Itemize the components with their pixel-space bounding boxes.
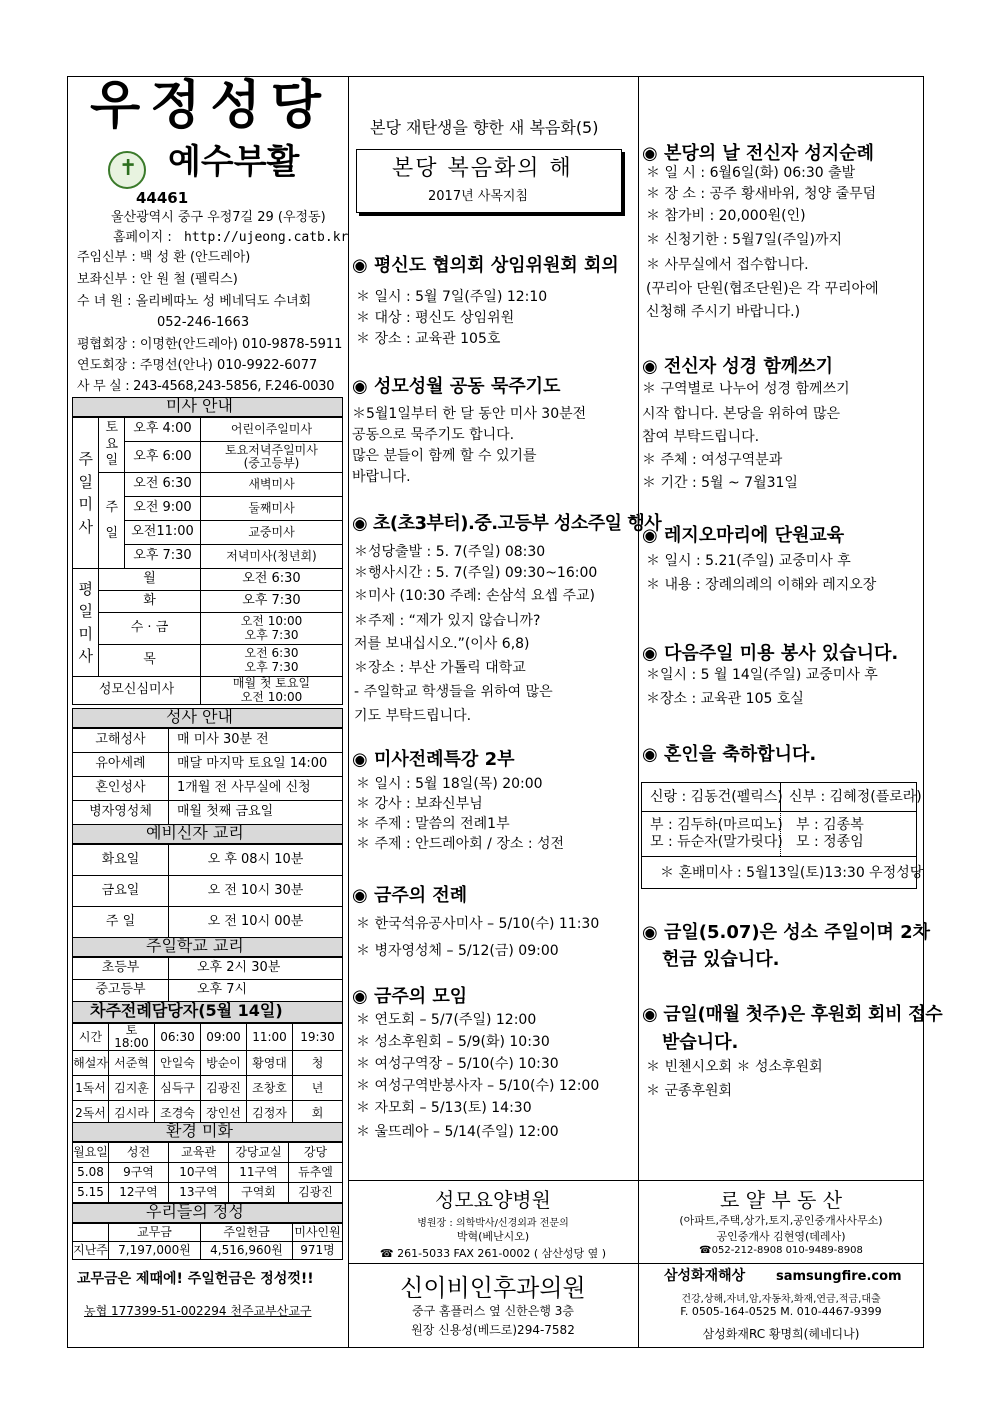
- duty-col-header: 시간: [73, 1024, 109, 1051]
- weekday-time-2: 오후 7:30: [244, 627, 299, 642]
- section-line: ＊ 내용 : 장례의례의 이해와 레지오장: [646, 577, 877, 593]
- section-line: ＊ 병자영성체 – 5/12(금) 09:00: [356, 943, 559, 959]
- offering-title: 우리들의 정성: [146, 1202, 244, 1221]
- section-line: ＊ 주제 : 말씀의 전례1부: [356, 816, 510, 832]
- sacrament-name: 고해성사: [73, 729, 169, 753]
- class-time: 오 후 08시 10분: [169, 845, 343, 876]
- section-line: 기도 부탁드립니다.: [354, 708, 472, 724]
- section-line: ＊ 성소후원회 – 5/9(화) 10:30: [356, 1034, 550, 1050]
- mass-time: 오전 6:30: [125, 473, 201, 497]
- ad-hospital-phone: ☎ 261-5033 FAX 261-0002 ( 삼산성당 옆 ): [379, 1247, 607, 1260]
- section-line: ＊ 여성구역반봉사자 – 5/10(수) 12:00: [356, 1078, 600, 1094]
- duty-col-header: 09:00: [201, 1024, 247, 1051]
- duty-cell: 서준혁: [109, 1051, 155, 1076]
- ad-realty-agent: 공인중개사 김현영(데레사): [716, 1230, 846, 1243]
- union-president: 연도회장 : 주명선(안나) 010-9922-6077: [77, 358, 318, 373]
- assistant-priest: 보좌신부 : 안 원 철 (펠릭스): [77, 272, 238, 287]
- duty-cell: 심득구: [155, 1076, 201, 1101]
- duty-cell: 장인선: [201, 1101, 247, 1126]
- catechumen-table: [72, 844, 343, 938]
- section-line: ＊ 울뜨레아 – 5/14(주일) 12:00: [356, 1124, 559, 1140]
- section-line: ＊ 대상 : 평신도 상임위원: [356, 310, 515, 326]
- env-cell: 듀추엘: [289, 1163, 343, 1183]
- parish-subtitle: 예수부활: [168, 142, 300, 182]
- class-time: 오 전 10시 30분: [169, 876, 343, 907]
- section-line: ＊ 한국석유공사미사 – 5/10(수) 11:30: [356, 916, 600, 932]
- mass-name: 저녁미사(청년회): [201, 545, 343, 569]
- mass-table: [72, 417, 343, 705]
- section-line: 시작 합니다. 본당을 위하여 많은: [642, 406, 841, 422]
- class-day: 화요일: [73, 845, 169, 876]
- duty-cell: 황영대: [247, 1051, 293, 1076]
- convent-phone: 052-246-1663: [157, 315, 250, 330]
- ad-ent-title: 신이비인후과의원: [400, 1274, 586, 1302]
- address: 울산광역시 중구 우정7길 29 (우정동): [111, 210, 326, 225]
- sacrament-info: 매달 마지막 토요일 14:00: [169, 753, 343, 777]
- duty-cell: 안일숙: [155, 1051, 201, 1076]
- mass-time: 오후 6:00: [125, 442, 201, 473]
- section-line: ＊ 사무실에서 접수합니다.: [646, 257, 809, 273]
- ad-hospital-director: 병원장 : 의학박사/신경외과 전문의: [417, 1218, 569, 1229]
- vocation-sunday-heading-2: 헌금 있습니다.: [662, 949, 780, 970]
- section-line: 많은 분들이 함께 할 수 있기를: [352, 448, 537, 464]
- sacrament-name: 유아세례: [73, 753, 169, 777]
- school-time: 오후 2시 30분: [169, 958, 343, 980]
- duty-cell: 년: [293, 1076, 343, 1101]
- office-phone: 사 무 실 : 243-4568,243-5856, F.246-0030: [77, 379, 335, 394]
- wedding-heading: ◉ 혼인을 축하합니다.: [642, 744, 817, 765]
- duty-cell: 청: [293, 1051, 343, 1076]
- mass-time: 오후 4:00: [125, 418, 201, 442]
- ad-divider: [348, 1180, 924, 1181]
- env-table: [72, 1142, 343, 1203]
- section-line: ＊ 빈첸시오회 ＊ 성소후원회: [646, 1059, 823, 1075]
- env-date: 5.15: [73, 1183, 109, 1203]
- mass-time: 오전 9:00: [125, 497, 201, 521]
- section-line: ＊주제 : “제가 있지 않습니까?: [354, 613, 541, 629]
- section-line: ＊ 일시 : 5월 7일(주일) 12:10: [356, 289, 548, 305]
- wedding-divider: [641, 856, 917, 857]
- vocation-event-heading: ◉ 초(초3부터).중.고등부 성소주일 행사: [352, 513, 662, 534]
- parish-logo-icon: [108, 151, 146, 189]
- duty-cell: 김시라: [109, 1101, 155, 1126]
- groom-father: 부 : 김두하(마르띠노): [650, 817, 783, 833]
- duty-col-header: 06:30: [155, 1024, 201, 1051]
- section-line: - 주일학교 학생들을 위하여 많은: [354, 684, 553, 700]
- env-col-header: 월요일: [73, 1143, 109, 1163]
- ad-divider: [638, 1263, 924, 1264]
- section-line: ＊ 여성구역장 – 5/10(수) 10:30: [356, 1056, 559, 1072]
- ad-realty-phone: ☎052-212-8908 010-9489-8908: [699, 1245, 863, 1256]
- offering-slogan: 교무금은 제때에! 주일헌금은 정성껏!!: [77, 1271, 314, 1287]
- sacrament-table: [72, 728, 343, 825]
- section-line: ＊ 주제 : 안드레아회 / 장소 : 성전: [356, 836, 565, 852]
- weekday-time: 오전 6:30: [244, 646, 299, 661]
- duty-cell: 조창호: [247, 1076, 293, 1101]
- class-time: 오 전 10시 00분: [169, 907, 343, 938]
- section-line: 공동으로 묵주기도 합니다.: [352, 427, 515, 443]
- section-line: ＊장소 : 부산 가톨릭 대학교: [354, 660, 526, 676]
- vocation-sunday-heading: ◉ 금일(5.07)은 성소 주일이며 2차: [642, 922, 931, 943]
- parish-title: 우정성당: [90, 75, 331, 136]
- section-line: 바랍니다.: [352, 469, 411, 485]
- ad-ent-address: 중구 홈플러스 옆 신한은행 3층: [412, 1304, 574, 1318]
- mass-name: 토요저녁주일미사: [225, 442, 318, 457]
- haircut-service-heading: ◉ 다음주일 미용 봉사 있습니다.: [642, 643, 899, 664]
- section-line: ＊일시 : 5 월 14일(주일) 교중미사 후: [646, 667, 878, 683]
- env-cell: 13구역: [169, 1183, 229, 1203]
- sacrament-name: 병자영성체: [73, 801, 169, 825]
- duty-cell: 김정자: [247, 1101, 293, 1126]
- weekday-time: 오전 6:30: [201, 569, 343, 591]
- offering-col-header: [73, 1224, 109, 1242]
- council-president: 평협회장 : 이명한(안드레아) 010-9878-5911: [77, 337, 343, 352]
- heart-mass-time: 매월 첫 토요일: [232, 676, 311, 691]
- offering-week: 지난주: [73, 1242, 109, 1260]
- weekday-time: 오후 7:30: [201, 591, 343, 613]
- duty-role: 2독서: [73, 1101, 109, 1126]
- sunday-label: 주일: [105, 499, 119, 541]
- wedding-divider: [641, 811, 917, 812]
- section-line: ＊5월1일부터 한 달 동안 미사 30분전: [352, 406, 587, 422]
- section-line: ＊ 연도회 – 5/7(주일) 12:00: [356, 1012, 537, 1028]
- ad-ent-director: 원장 신용성(베드로)294-7582: [411, 1323, 575, 1337]
- env-cell: 12구역: [109, 1183, 169, 1203]
- pilgrimage-heading: ◉ 본당의 날 전신자 성지순례: [642, 143, 875, 164]
- series-title: 본당 재탄생을 향한 새 복음화(5): [370, 118, 599, 137]
- rosary-heading: ◉ 성모성월 공동 묵주기도: [352, 376, 561, 397]
- heart-mass-label: 성모신심미사: [73, 677, 201, 705]
- homepage-label: 홈페이지 :: [113, 230, 172, 245]
- duty-cell: 김광진: [201, 1076, 247, 1101]
- mass-name: 새벽미사: [201, 473, 343, 497]
- school-time: 오후 7시: [169, 980, 343, 1002]
- liturgy-lecture-heading: ◉ 미사전례특강 2부: [352, 749, 515, 770]
- offering-col-header: 교무금: [109, 1224, 201, 1242]
- weekday-time: 오전 10:00: [240, 614, 303, 629]
- section-line: ＊ 참가비 : 20,000원(인): [646, 208, 806, 224]
- section-line: ＊장소 : 교육관 105 호실: [646, 691, 804, 707]
- duty-title: 차주전례담당자(5월 14일): [90, 1001, 283, 1020]
- theme-title: 본당 복음화의 해: [392, 156, 573, 181]
- ad-insurance-site: samsungfire.com: [776, 1269, 902, 1284]
- sacrament-name: 혼인성사: [73, 777, 169, 801]
- section-line: (꾸리아 단원(협조단원)은 각 꾸리아에: [646, 281, 879, 297]
- env-date: 5.08: [73, 1163, 109, 1183]
- wedding-mass: ＊ 혼배미사 : 5월13일(토)13:30 우정성당: [660, 865, 924, 881]
- section-line: ＊ 군종후원회: [646, 1083, 733, 1099]
- ad-insurance-title: 삼성화재해상: [664, 1268, 746, 1284]
- weekday-day: 수 · 금: [99, 613, 201, 645]
- section-line: 신청해 주시기 바랍니다.): [646, 304, 801, 320]
- offering-sunday: 4,516,960원: [201, 1242, 293, 1260]
- env-col-header: 강당: [289, 1143, 343, 1163]
- supporters-heading-2: 받습니다.: [662, 1032, 739, 1053]
- section-line: ＊ 일시 : 5.21(주일) 교중미사 후: [646, 553, 851, 569]
- catechumen-title: 예비신자 교리: [146, 823, 244, 842]
- school-grade: 초등부: [73, 958, 169, 980]
- class-day: 금요일: [73, 876, 169, 907]
- sacrament-info: 매월 첫째 금요일: [169, 801, 343, 825]
- duty-table: [72, 1023, 343, 1126]
- bank-account: 농협 177399-51-002294 천주교부산교구: [84, 1304, 312, 1318]
- ad-hospital-title: 성모요양병원: [435, 1188, 551, 1212]
- env-cell: 구역회: [229, 1183, 289, 1203]
- homepage-link[interactable]: http://ujeong.catb.kr: [184, 230, 349, 245]
- section-line: ＊ 주체 : 여성구역분과: [642, 452, 783, 468]
- weekday-time-2: 오후 7:30: [244, 659, 299, 674]
- duty-role: 1독서: [73, 1076, 109, 1101]
- ad-insurance-products: 건강,상해,자녀,암,자동차,화재,연금,적금,대출: [681, 1294, 881, 1305]
- bride: 신부 : 김혜정(플로라): [789, 789, 922, 805]
- supporters-heading: ◉ 금일(매월 첫주)은 후원회 회비 접수: [642, 1004, 943, 1025]
- offering-attendance: 971명: [293, 1242, 343, 1260]
- env-cell: 9구역: [109, 1163, 169, 1183]
- bible-writing-heading: ◉ 전신자 성경 함께쓰기: [642, 356, 833, 377]
- ad-insurance-phone: F. 0505-164-0525 M. 010-4467-9399: [680, 1305, 882, 1318]
- section-line: ＊ 일 시 : 6월6일(화) 06:30 출발: [646, 165, 856, 181]
- duty-col-header: 11:00: [247, 1024, 293, 1051]
- mass-name: 어린이주일미사: [201, 418, 343, 442]
- convent: 수 녀 원 : 올리베따노 성 베네딕도 수녀회: [77, 294, 312, 309]
- duty-col-header: 토18:00: [109, 1024, 155, 1051]
- pastor: 주임신부 : 백 성 환 (안드레아): [77, 250, 251, 265]
- mass-name: 교중미사: [201, 521, 343, 545]
- duty-cell: 회: [293, 1101, 343, 1126]
- offering-col-header: 주일헌금: [201, 1224, 293, 1242]
- weekday-day: 월: [99, 569, 201, 591]
- env-cell: 11구역: [229, 1163, 289, 1183]
- bride-father: 부 : 김종복: [796, 817, 864, 833]
- sunday-mass-label: 주일미사: [78, 450, 93, 536]
- duty-cell: 김지훈: [109, 1076, 155, 1101]
- weekday-mass-label: 평일미사: [78, 579, 93, 665]
- legio-heading: ◉ 레지오마리에 단원교육: [642, 525, 845, 546]
- env-col-header: 성전: [109, 1143, 169, 1163]
- sunday-school-title: 주일학교 교리: [146, 936, 244, 955]
- weekday-day: 목: [99, 645, 201, 677]
- mass-time: 오전11:00: [125, 521, 201, 545]
- section-line: ＊ 강사 : 보좌신부님: [356, 796, 483, 812]
- offering-table: [72, 1223, 343, 1260]
- heart-mass-time-2: 오전 10:00: [240, 689, 303, 704]
- ad-realty-title: 로 얄 부 동 산: [719, 1188, 843, 1212]
- duty-cell: 방순이: [201, 1051, 247, 1076]
- env-title: 환경 미화: [166, 1121, 233, 1140]
- postcode: 44461: [136, 189, 189, 207]
- section-line: ＊행사시간 : 5. 7(주일) 09:30~16:00: [354, 565, 598, 581]
- section-line: ＊ 일시 : 5월 18일(목) 20:00: [356, 776, 543, 792]
- ad-realty-desc: (아파트,주택,상가,토지,공인중개사사무소): [679, 1214, 883, 1227]
- section-line: ＊ 장소 : 교육관 105호: [356, 331, 501, 347]
- env-cell: 10구역: [169, 1163, 229, 1183]
- week-liturgy-heading: ◉ 금주의 전례: [352, 885, 468, 906]
- mass-title: 미사 안내: [166, 396, 233, 415]
- groom: 신랑 : 김동건(펠릭스): [650, 789, 783, 805]
- duty-col-header: 19:30: [293, 1024, 343, 1051]
- section-line: ＊ 신청기한 : 5월7일(주일)까지: [646, 232, 843, 248]
- sacrament-info: 1개월 전 사무실에 신청: [169, 777, 343, 801]
- section-line: ＊ 기간 : 5월 ~ 7월31일: [642, 475, 798, 491]
- env-cell: 김광진: [289, 1183, 343, 1203]
- week-meetings-heading: ◉ 금주의 모임: [352, 986, 468, 1007]
- ad-divider: [348, 1263, 638, 1264]
- sacrament-info: 매 미사 30분 전: [169, 729, 343, 753]
- theme-subtitle: 2017년 사목지침: [428, 189, 529, 204]
- weekday-day: 화: [99, 591, 201, 613]
- ad-hospital-name: 박혁(베난시오): [456, 1230, 530, 1243]
- offering-col-header: 미사인원: [293, 1224, 343, 1242]
- school-grade: 중고등부: [73, 980, 169, 1002]
- section-line: ＊ 장 소 : 공주 황새바위, 청양 줄무덤: [646, 186, 877, 202]
- section-line: ＊미사 (10:30 주례: 손삼석 요셉 주교): [354, 588, 596, 604]
- section-line: ＊ 구역별로 나누어 성경 함께쓰기: [642, 381, 850, 397]
- duty-role: 해설자: [73, 1051, 109, 1076]
- mass-name: 둘째미사: [201, 497, 343, 521]
- groom-mother: 모 : 듀순자(말가릿다): [650, 834, 783, 850]
- mass-name-sub: (중고등부): [243, 456, 300, 470]
- env-col-header: 강당교실: [229, 1143, 289, 1163]
- offering-tithe: 7,197,000원: [109, 1242, 201, 1260]
- section-line: 참여 부탁드립니다.: [642, 429, 760, 445]
- sunday-school-table: [72, 957, 343, 1002]
- duty-cell: 조경숙: [155, 1101, 201, 1126]
- ad-insurance-agent: 삼성화재RC 황명희(헤네디나): [702, 1327, 860, 1341]
- section-line: ＊성당출발 : 5. 7(주일) 08:30: [354, 544, 546, 560]
- saturday-label: 토요일: [105, 419, 119, 469]
- bride-mother: 모 : 정종임: [796, 834, 864, 850]
- sacrament-title: 성사 안내: [166, 707, 233, 726]
- class-day: 주 일: [73, 907, 169, 938]
- section-line: ＊ 자모회 – 5/13(토) 14:30: [356, 1100, 532, 1116]
- env-col-header: 교육관: [169, 1143, 229, 1163]
- council-meeting-heading: ◉ 평신도 협의회 상임위원회 회의: [352, 255, 619, 276]
- section-line: 저를 보내십시오.”(이사 6,8): [354, 636, 530, 652]
- mass-time: 오후 7:30: [125, 545, 201, 569]
